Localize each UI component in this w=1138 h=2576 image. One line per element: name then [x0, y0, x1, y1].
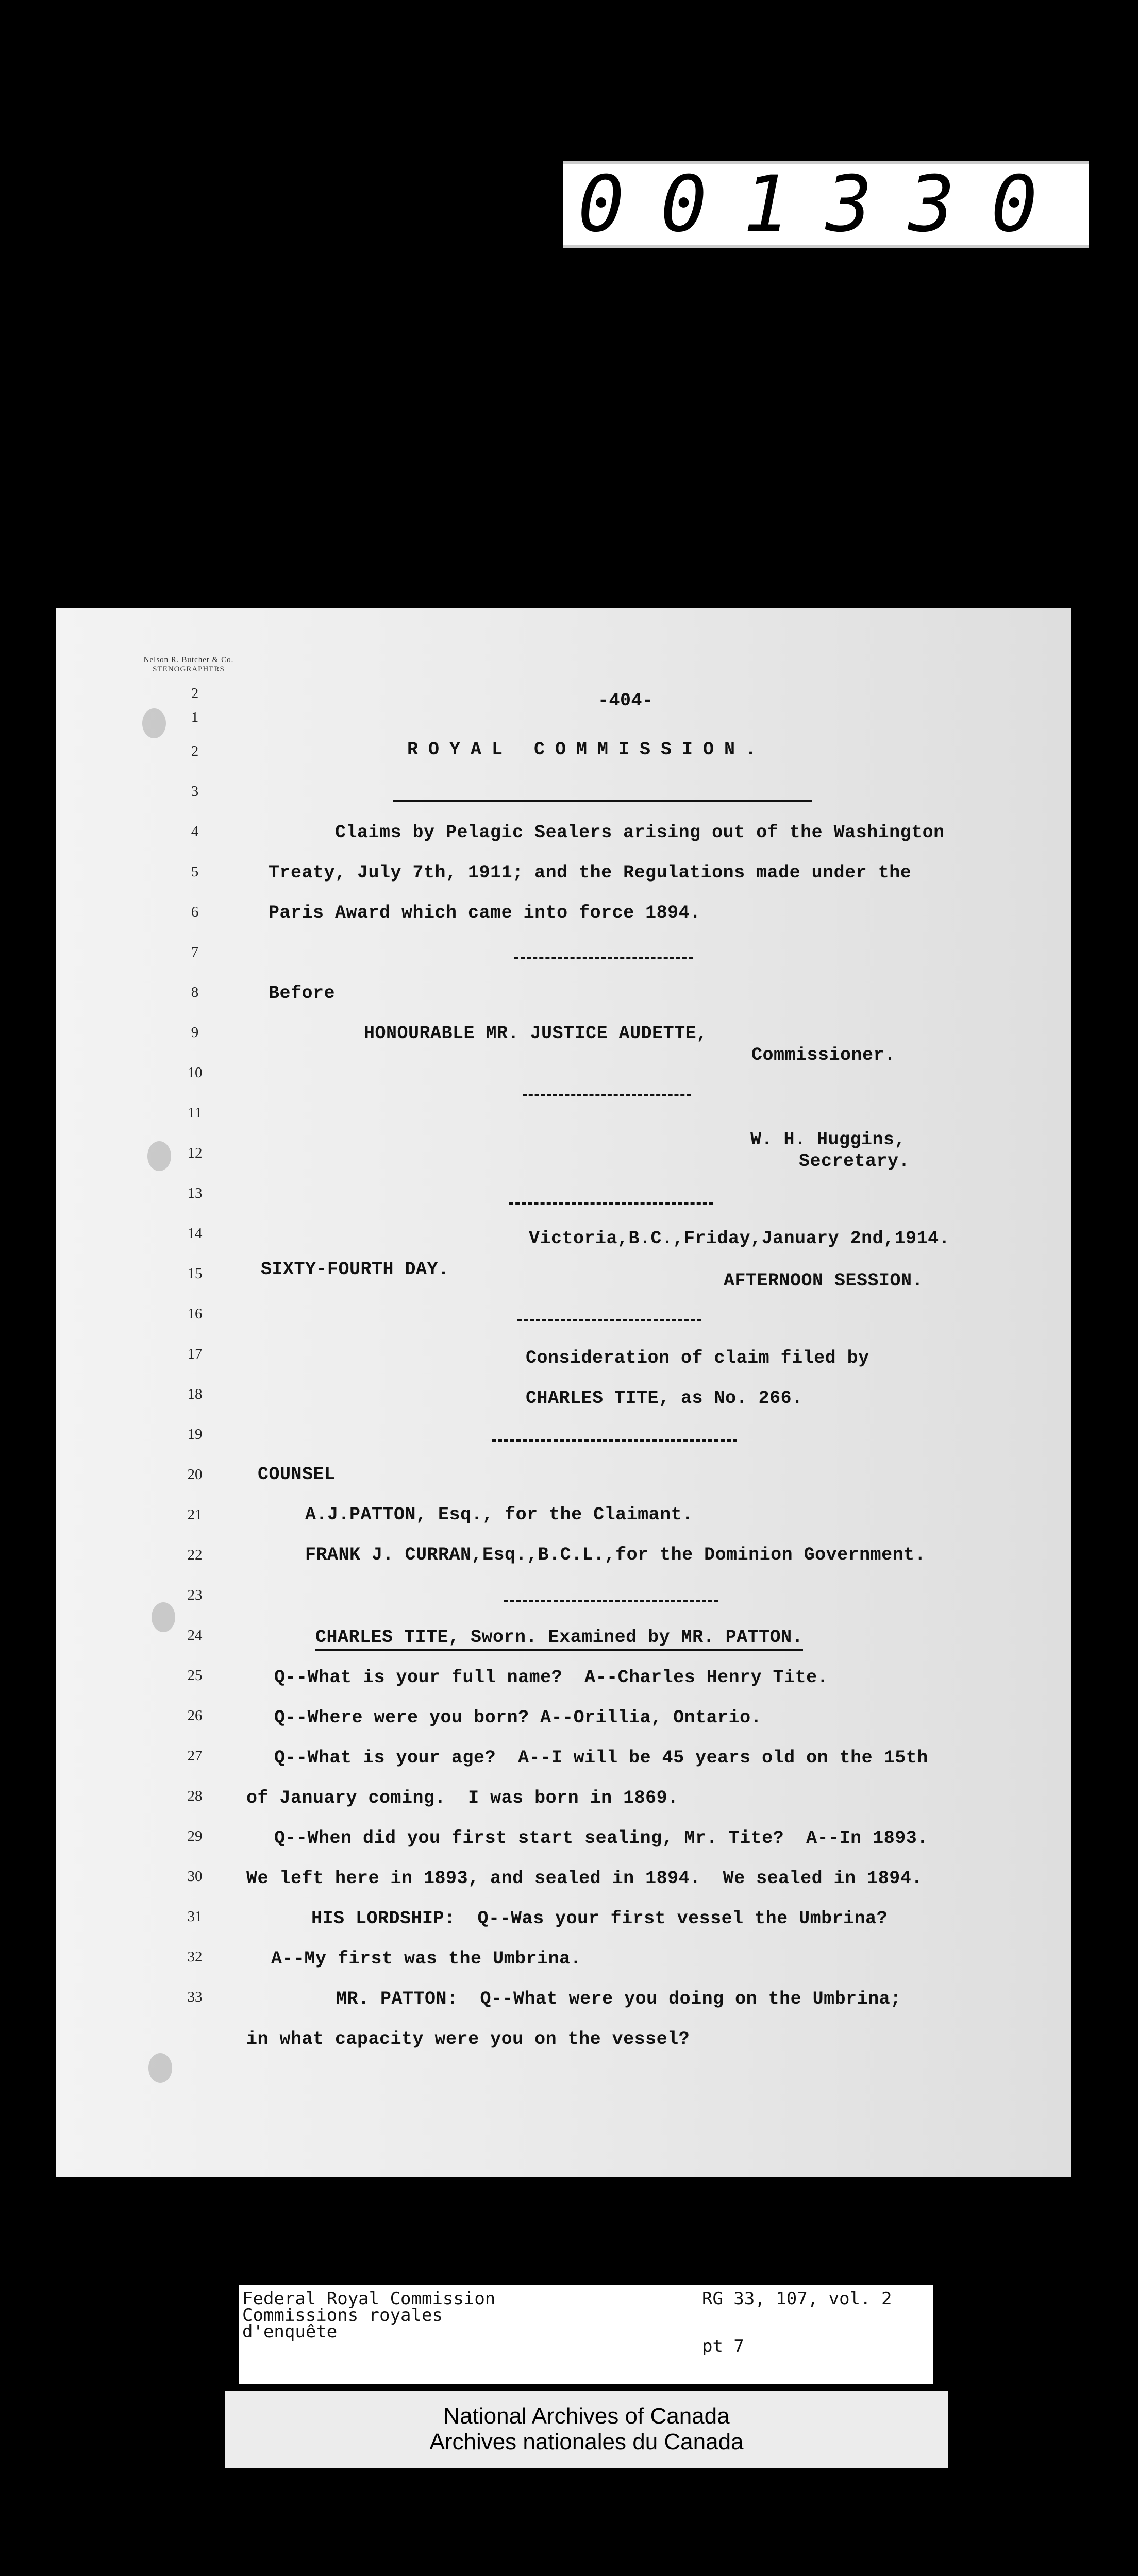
line-number: 22 — [187, 1547, 203, 1563]
line-number: 21 — [187, 1506, 203, 1523]
line-number: 23 — [187, 1587, 203, 1603]
witness-heading: CHARLES TITE, Sworn. Examined by MR. PATTON. — [315, 1627, 803, 1651]
text-line: COUNSEL — [258, 1464, 336, 1485]
line-number: 32 — [187, 1948, 203, 1965]
line-number: 11 — [188, 1105, 202, 1121]
text-line: Claims by Pelagic Sealers arising out of the Washington — [335, 822, 945, 843]
text-line: HIS LORDSHIP: Q--Was your first vessel the Umbrina? — [311, 1908, 888, 1929]
line-number: 27 — [187, 1748, 203, 1764]
line-number: 33 — [187, 1989, 203, 2005]
frame-number: 001330 — [563, 161, 1089, 248]
text-line: CHARLES TITE, as No. 266. — [526, 1388, 803, 1409]
line-number: 7 — [191, 944, 199, 960]
text-line: Before — [269, 983, 336, 1004]
punch-hole — [152, 1602, 175, 1632]
punch-hole — [148, 2053, 172, 2083]
text-line — [315, 1627, 803, 1648]
line-number: 4 — [191, 823, 199, 840]
line-number: 19 — [187, 1426, 203, 1443]
line-number: 10 — [187, 1064, 203, 1081]
line-number: 24 — [187, 1627, 203, 1643]
archive-name-label — [225, 2391, 948, 2468]
line-number: 31 — [187, 1908, 203, 1925]
line-number: 16 — [187, 1306, 203, 1322]
stenographers-label: STENOGRAPHERS — [153, 665, 225, 673]
text-line: Consideration of claim filed by — [526, 1348, 869, 1368]
line-number: 17 — [187, 1346, 203, 1362]
line-number: 15 — [187, 1265, 203, 1282]
archive-part: pt 7 — [702, 2336, 744, 2357]
line-number: 18 — [187, 1386, 203, 1402]
line-number: 30 — [187, 1868, 203, 1885]
line-number: 1 — [191, 709, 199, 725]
label-line: d'enquête — [242, 2321, 338, 2342]
text-line: Paris Award which came into force 1894. — [269, 903, 701, 923]
text-line: of January coming. I was born in 1869. — [246, 1788, 679, 1808]
line-number: 3 — [191, 783, 199, 800]
document-page — [56, 608, 1071, 2177]
text-line: Q--What is your age? A--I will be 45 years old on the 15th — [274, 1748, 928, 1768]
line-number: 8 — [191, 984, 199, 1001]
divider — [514, 957, 693, 959]
text-line: SIXTY-FOURTH DAY. — [261, 1259, 449, 1280]
line-number: 5 — [191, 863, 199, 880]
line-number: 14 — [187, 1225, 203, 1242]
punch-hole — [142, 708, 166, 738]
line-number: 6 — [191, 904, 199, 920]
line-number: 9 — [191, 1024, 199, 1041]
punch-hole — [147, 1141, 171, 1171]
archive-reference-label — [239, 2285, 933, 2384]
stenographers-name: Nelson R. Butcher & Co. — [143, 656, 234, 664]
archive-reference: RG 33, 107, vol. 2 — [702, 2289, 892, 2309]
text-line: Victoria,B.C.,Friday,January 2nd,1914. — [529, 1228, 950, 1249]
text-line: Commissioner. — [751, 1045, 896, 1065]
line-number: 29 — [187, 1828, 203, 1844]
text-line: Q--When did you first start sealing, Mr. Tite? A--In 1893. — [274, 1828, 928, 1849]
text-line: A.J.PATTON, Esq., for the Claimant. — [305, 1504, 693, 1525]
label-line: Federal Royal Commission — [242, 2289, 496, 2309]
divider — [517, 1319, 701, 1321]
page-title: ROYAL COMMISSION. — [407, 739, 767, 760]
divider — [523, 1094, 691, 1096]
text-line: We left here in 1893, and sealed in 1894. We sealed in 1894. — [246, 1868, 923, 1889]
text-line: Secretary. — [799, 1151, 910, 1172]
text-line: HONOURABLE MR. JUSTICE AUDETTE, — [364, 1023, 708, 1044]
text-line: in what capacity were you on the vessel? — [246, 2029, 690, 2049]
divider — [509, 1202, 713, 1205]
text-line: W. H. Huggins, — [750, 1129, 906, 1150]
text-line: Q--Where were you born? A--Orillia, Ontario. — [274, 1707, 762, 1728]
line-number: 2 — [191, 685, 199, 702]
line-number: 13 — [187, 1185, 203, 1201]
archive-name-french: Archives nationales du Canada — [429, 2429, 744, 2454]
stenographers-stamp — [111, 655, 266, 674]
line-number: 2 — [191, 743, 199, 759]
line-number: 20 — [187, 1466, 203, 1483]
divider — [504, 1600, 718, 1602]
label-line: Commissions royales — [242, 2305, 443, 2326]
text-line: FRANK J. CURRAN,Esq.,B.C.L.,for the Dominion Government. — [305, 1545, 926, 1565]
text-line: AFTERNOON SESSION. — [724, 1270, 924, 1291]
page-number: -404- — [598, 690, 654, 711]
line-number: 26 — [187, 1707, 203, 1724]
archive-name-english: National Archives of Canada — [443, 2403, 730, 2429]
text-line: Q--What is your full name? A--Charles Henry Tite. — [274, 1667, 829, 1688]
text-line: Treaty, July 7th, 1911; and the Regulations made under the — [269, 862, 912, 883]
line-number: 25 — [187, 1667, 203, 1684]
title-rule — [393, 800, 812, 802]
text-line: A--My first was the Umbrina. — [271, 1948, 582, 1969]
text-line: MR. PATTON: Q--What were you doing on the Umbrina; — [336, 1989, 901, 2009]
line-number: 28 — [187, 1788, 203, 1804]
divider — [492, 1439, 737, 1442]
line-number: 12 — [187, 1145, 203, 1161]
